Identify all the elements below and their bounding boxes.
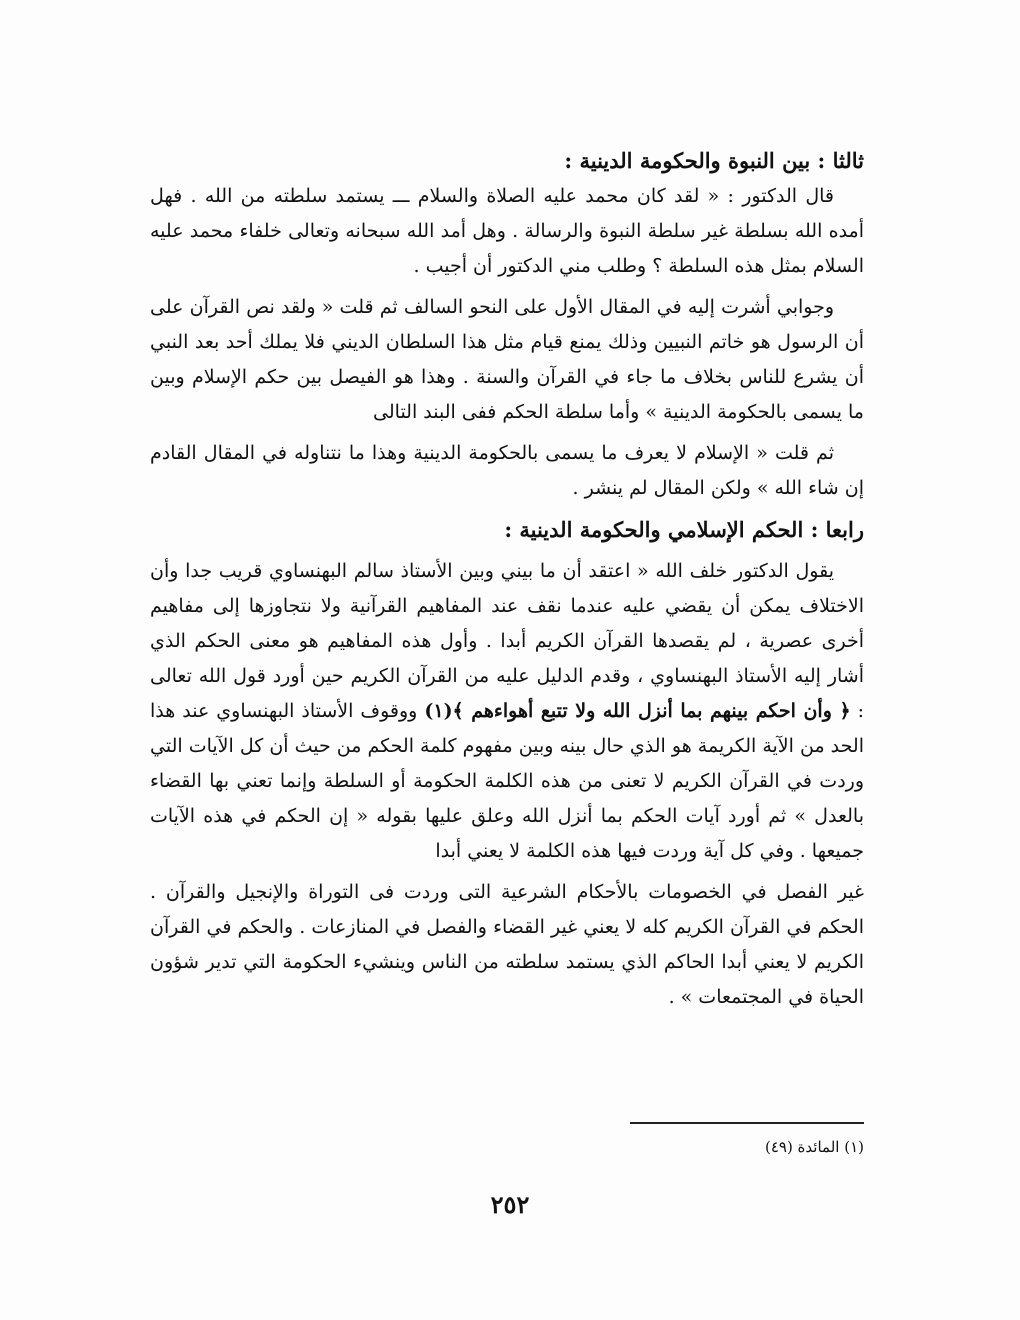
paragraph-3 bbox=[150, 436, 864, 506]
paragraph-1-text: قال الدكتور : « لقد كان محمد عليه الصلاة والسلام ـــ يستمد سلطته من الله . فهل أمده الله بسلطة غير سلطة النبوة والرسالة . وهل أمد الله سبحانه وتعالى خلفاء محمد عليه السلام بمثل هذه السلطة ؟ وطلب مني الدكتور أن أجيب . bbox=[150, 185, 864, 277]
paragraph-2-text: وجوابي أشرت إليه في المقال الأول على النحو السالف ثم قلت « ولقد نص القرآن على أن الرسول هو خاتم النبيين وذلك يمنع قيام مثل هذا السلطان الديني فلا يملك أحد بعد النبي أن يشرع للناس بخلاف ما جاء في القرآن والسنة . وهذا هو الفيصل بين حكم الإسلام وبين ما يسمى بالحكومة الدينية » وأما سلطة الحكم ففى البند التالى bbox=[150, 296, 864, 423]
page-number: ٢٥٢ bbox=[490, 1190, 530, 1219]
paragraph-3-text: ثم قلت « الإسلام لا يعرف ما يسمى بالحكومة الدينية وهذا ما نتناوله في المقال القادم إن شاء الله » ولكن المقال لم ينشر . bbox=[150, 442, 864, 499]
paragraph-5-text: غير الفصل في الخصومات بالأحكام الشرعية التى وردت فى التوراة والإنجيل والقرآن . الحكم في القرآن الكريم كله لا يعني غير القضاء والفصل في المنازعات . والحكم في القرآن الكريم لا يعني أبدا الحاكم الذي يستمد سلطته من الناس وينشيء الحكومة التي تدير شؤون الحياة في المجتمعات » . bbox=[150, 881, 864, 1008]
quran-verse: ﴿ وأن احكم بينهم بما أنزل الله ولا تتبع أهواءهم ﴾(١) bbox=[424, 700, 851, 722]
paragraph-5 bbox=[150, 875, 864, 1015]
paragraph-1 bbox=[150, 179, 864, 284]
paragraph-4-text-after: ووقوف الأستاذ البهنساوي عند هذا الحد من الآية الكريمة هو الذي حال بينه وبين مفهوم كلمة الحكم من حيث أن كل الآيات التي وردت في القرآن الكريم لا تعنى من هذه الكلمة الحكومة أو السلطة وإنما تعني بها القضاء بالعدل » ثم أورد آيات الحكم بما أنزل الله وعلق عليها بقوله « إن الحكم في هذه الآيات جميعها . وفي كل آية وردت فيها هذه الكلمة لا يعني أبدا bbox=[150, 700, 864, 862]
section-heading-third: ثالثا : بين النبوة والحكومة الدينية : bbox=[564, 148, 864, 173]
paragraph-4 bbox=[150, 554, 864, 869]
page-body bbox=[150, 138, 864, 1021]
paragraph-4-text-before: يقول الدكتور خلف الله « اعتقد أن ما بيني وبين الأستاذ سالم البهنساوي قريب جدا وأن الاختلاف يمكن أن يقضي عليه عندما نقف عند المفاهيم القرآنية ولا نتجاوزها إلى مفاهيم أخرى عصرية ، لم يقصدها القرآن الكريم أبدا . وأول هذه المفاهيم هو معنى الحكم الذي أشار إليه الأستاذ البهنساوي ، وقدم الدليل عليه من القرآن الكريم حين أورد قول الله تعالى : bbox=[150, 560, 864, 722]
paragraph-2 bbox=[150, 290, 864, 430]
footnote-divider bbox=[630, 1122, 864, 1124]
section-heading-fourth: رابعا : الحكم الإسلامي والحكومة الدينية : bbox=[504, 517, 864, 542]
footnote: (١) المائدة (٤٩) bbox=[764, 1138, 864, 1156]
